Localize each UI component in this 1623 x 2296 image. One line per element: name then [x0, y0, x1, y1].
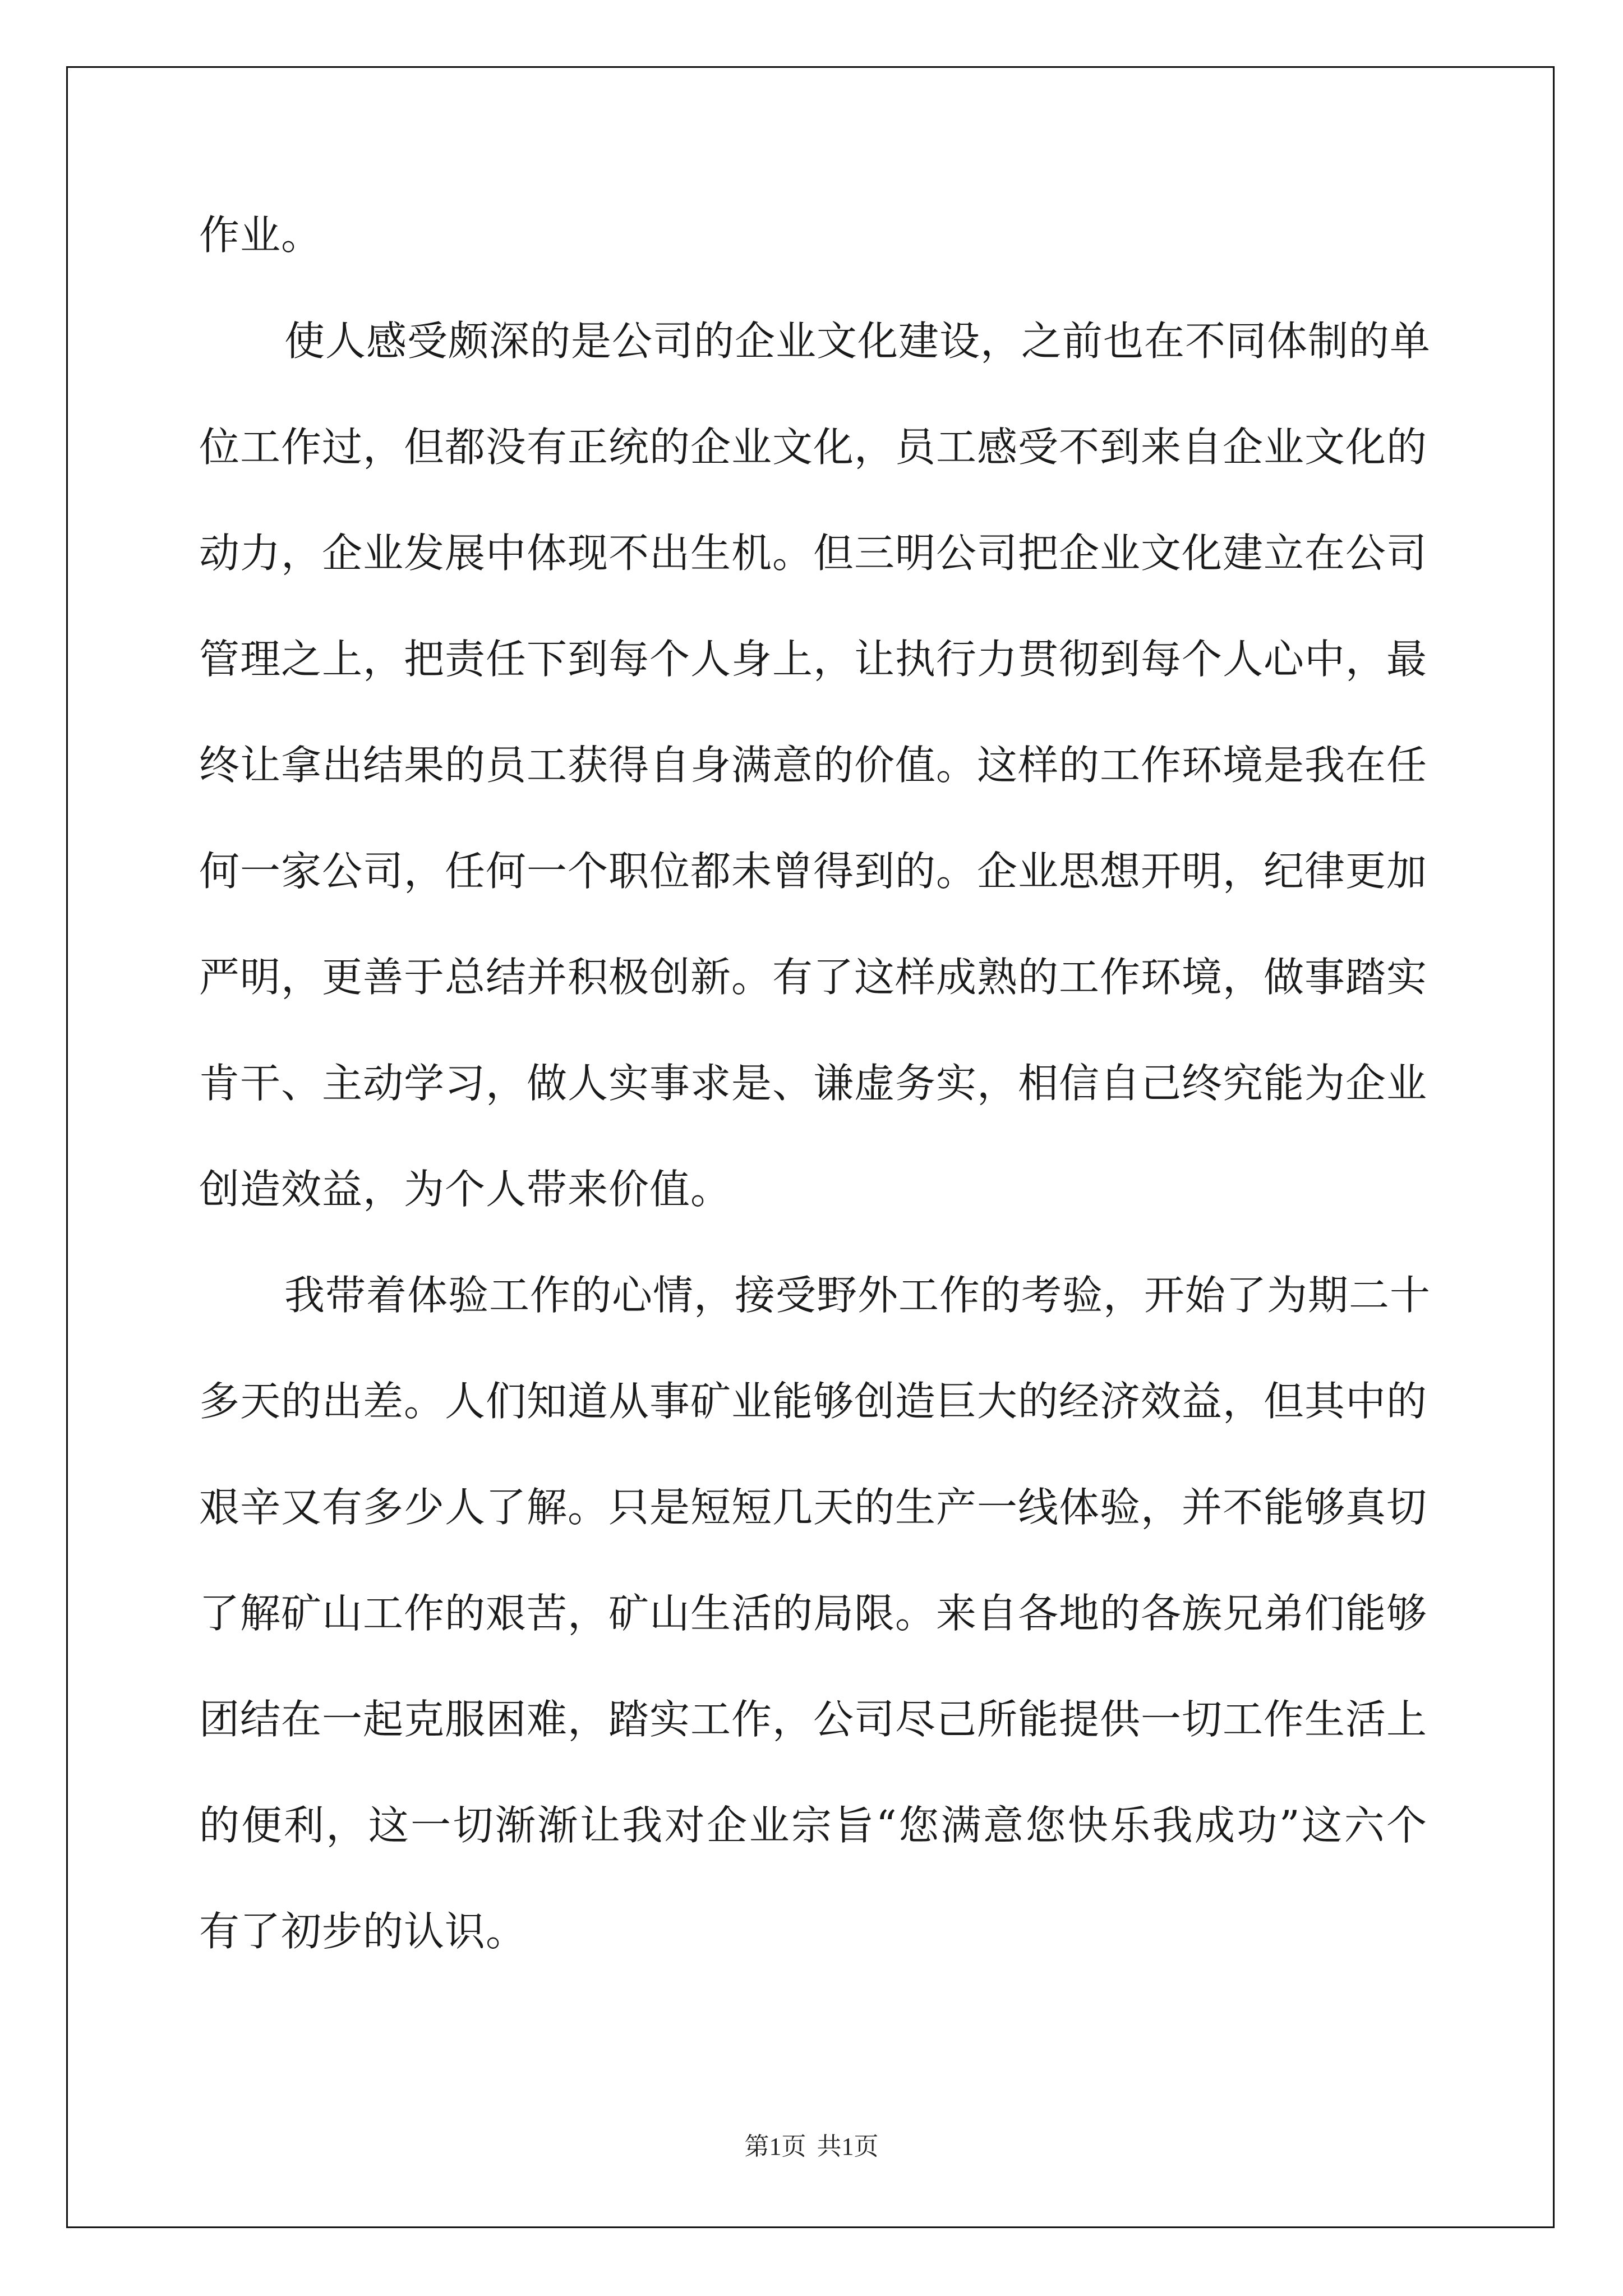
text-line: 何一家公司，任何一个职位都未曾得到的。企业思想开明，纪律更加 [199, 848, 1428, 895]
text-line: 了解矿山工作的艰苦，矿山生活的局限。来自各地的各族兄弟们能够 [199, 1590, 1428, 1637]
text-line: 使人感受颇深的是公司的企业文化建设，之前也在不同体制的单 [284, 318, 1431, 365]
text-line: 的便利，这一切渐渐让我对企业宗旨“您满意您快乐我成功”这六个 [199, 1802, 1427, 1849]
text-line: 创造效益，为个人带来价值。 [199, 1166, 732, 1213]
text-line: 动力，企业发展中体现不出生机。但三明公司把企业文化建立在公司 [199, 530, 1428, 577]
text-line: 严明，更善于总结并积极创新。有了这样成熟的工作环境，做事踏实 [199, 954, 1428, 1001]
text-line: 团结在一起克服困难，踏实工作，公司尽己所能提供一切工作生活上 [199, 1696, 1428, 1743]
text-line: 我带着体验工作的心情，接受野外工作的考验，开始了为期二十 [284, 1272, 1431, 1319]
document-body [199, 207, 1431, 2009]
text-line: 作业。 [199, 211, 322, 259]
text-line: 终让拿出结果的员工获得自身满意的价值。这样的工作环境是我在任 [199, 742, 1428, 789]
text-line: 多天的出差。人们知道从事矿业能够创造巨大的经济效益，但其中的 [199, 1378, 1428, 1425]
text-line: 有了初步的认识。 [199, 1908, 527, 1955]
text-line: 位工作过，但都没有正统的企业文化，员工感受不到来自企业文化的 [199, 424, 1428, 471]
text-line: 肯干、主动学习，做人实事求是、谦虚务实，相信自己终究能为企业 [199, 1060, 1428, 1107]
text-line: 管理之上，把责任下到每个人身上，让执行力贯彻到每个人心中，最 [199, 636, 1428, 683]
page-number-footer: 第1页 共1页 [744, 2133, 879, 2160]
text-line: 艰辛又有多少人了解。只是短短几天的生产一线体验，并不能够真切 [199, 1484, 1428, 1531]
